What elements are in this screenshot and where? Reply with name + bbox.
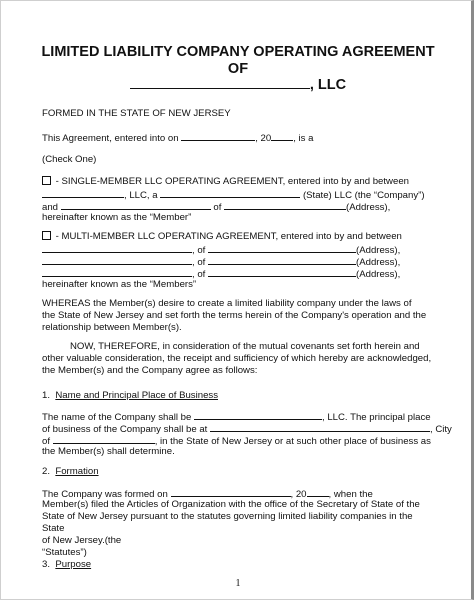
formation-date-blank[interactable] <box>171 487 291 497</box>
section-2-line-2: Member(s) filed the Articles of Organization with the office of the Secretary of State of the <box>42 499 420 510</box>
single-state-blank[interactable] <box>160 188 300 198</box>
company-name-blank-2[interactable] <box>194 410 322 420</box>
intro-line: This Agreement, entered into on , 20 , is a <box>42 133 314 144</box>
formation-year-blank[interactable] <box>307 487 329 497</box>
member-1-name-blank[interactable] <box>42 243 192 253</box>
single-member-line-4: hereinafter known as the “Member” <box>42 212 192 223</box>
multi-member-line: - MULTI-MEMBER LLC OPERATING AGREEMENT, entered into by and between <box>42 231 402 243</box>
city-blank[interactable] <box>53 434 155 444</box>
member-3-address-blank[interactable] <box>208 267 356 277</box>
section-2-line-5: of New Jersey.(the <box>42 535 122 546</box>
single-company-blank[interactable] <box>42 188 124 198</box>
title-of: OF <box>227 61 249 77</box>
now-therefore-line-1: NOW, THEREFORE, in consideration of the mutual covenants set forth herein and <box>70 341 420 352</box>
member-3-name-blank[interactable] <box>42 267 192 277</box>
whereas-line-2: the State of New Jersey and set forth the terms herein of the Company's operation and the <box>42 310 427 321</box>
multi-member-line-5: hereinafter known as the “Members” <box>42 279 197 290</box>
now-therefore-line-3: the Member(s) and the Company agree as follows: <box>42 365 258 376</box>
section-2-line-3: State of New Jersey pursuant to the statutes governing limited liability companies in the <box>42 511 413 522</box>
whereas-line-3: relationship between Member(s). <box>42 322 182 333</box>
single-address-blank[interactable] <box>224 200 346 210</box>
single-member-line-3: and of (Address), <box>42 202 391 213</box>
whereas-line-1: WHEREAS the Member(s) desire to create a limited liability company under the laws of <box>42 298 412 309</box>
formed-statement: FORMED IN THE STATE OF NEW JERSEY <box>42 108 231 119</box>
multi-member-row-1: , of (Address), <box>42 243 400 257</box>
check-one-label: (Check One) <box>42 154 97 165</box>
section-1-line-2: of business of the Company shall be at , City <box>42 424 452 435</box>
section-1-line-3: of , in the State of New Jersey or at such other place of business as <box>42 436 431 447</box>
now-therefore-line-2: other valuable consideration, the receipt and sufficiency of which hereby are acknowledged, <box>42 353 432 364</box>
single-member-line-2: , LLC, a (State) LLC (the “Company”) <box>42 188 425 202</box>
single-member-name-blank[interactable] <box>61 200 211 210</box>
document-title: LIMITED LIABILITY COMPANY OPERATING AGREEMENT <box>41 44 435 60</box>
principal-address-blank[interactable] <box>210 422 430 432</box>
multi-member-row-3: , of (Address), <box>42 267 400 281</box>
date-blank[interactable] <box>181 131 255 141</box>
member-2-address-blank[interactable] <box>208 255 356 265</box>
section-3-heading: 3. Purpose <box>42 559 92 570</box>
section-1-line-4: the Member(s) shall determine. <box>42 446 175 457</box>
member-2-name-blank[interactable] <box>42 255 192 265</box>
single-member-checkbox[interactable] <box>42 176 51 185</box>
section-1-line-1: The name of the Company shall be , LLC. The principal place <box>42 412 431 423</box>
section-2-line-1: The Company was formed on , 20 , when the <box>42 489 373 500</box>
section-2-line-4: State <box>42 523 65 534</box>
section-1-heading: 1. Name and Principal Place of Business <box>42 390 219 401</box>
single-member-line: - SINGLE-MEMBER LLC OPERATING AGREEMENT, entered into by and between <box>42 176 409 188</box>
multi-member-checkbox[interactable] <box>42 231 51 240</box>
member-1-address-blank[interactable] <box>208 243 356 253</box>
page-number: 1 <box>235 578 241 589</box>
multi-member-row-2: , of (Address), <box>42 255 400 269</box>
company-name-blank[interactable] <box>130 79 310 89</box>
year-blank[interactable] <box>271 131 293 141</box>
section-2-heading: 2. Formation <box>42 466 99 477</box>
section-2-line-6: “Statutes”) <box>42 547 87 558</box>
company-name-line: , LLC <box>1 77 474 94</box>
